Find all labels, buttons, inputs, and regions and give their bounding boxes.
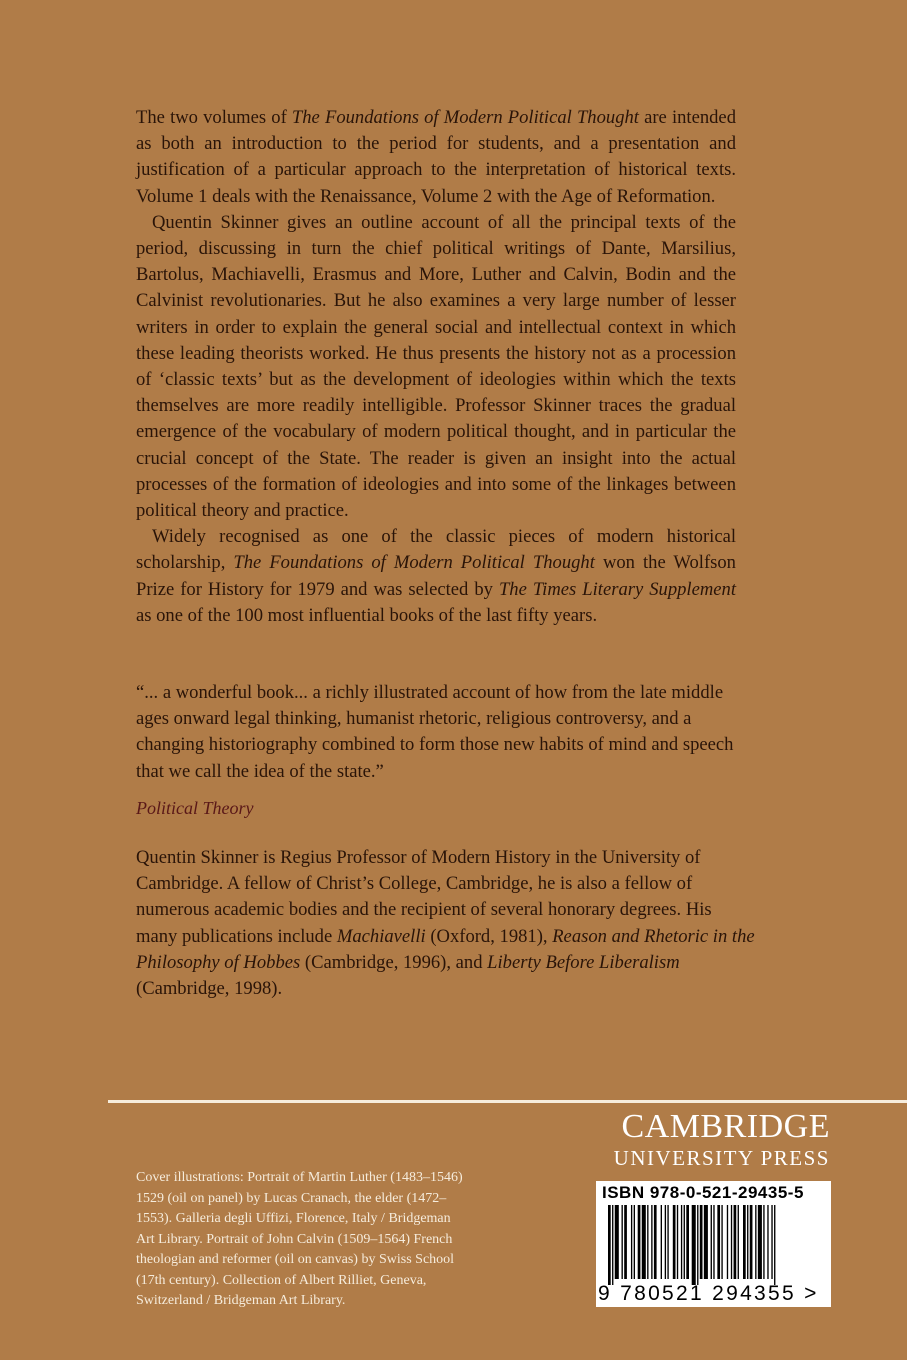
barcode-bar (667, 1205, 668, 1279)
isbn-label: ISBN 978-0-521-29435-5 (602, 1183, 804, 1202)
barcode-bar (684, 1205, 685, 1279)
barcode-bar (750, 1205, 753, 1279)
barcode-bar (692, 1205, 696, 1285)
barcode-bar (755, 1205, 756, 1279)
book-title: Liberty Before Liberalism (487, 951, 680, 973)
barcode-bar (704, 1205, 708, 1279)
publisher-subtitle: UNIVERSITY PRESS (613, 1146, 830, 1170)
barcode-bar (677, 1205, 678, 1279)
barcode-bar (727, 1205, 728, 1279)
barcode-bar (615, 1205, 619, 1279)
barcode-bar (697, 1205, 698, 1285)
divider-rule (108, 1100, 907, 1103)
barcode-bar (612, 1205, 613, 1285)
barcode-bar (681, 1205, 682, 1279)
book-title: The Foundations of Modern Political Thought (233, 552, 595, 574)
barcode-bar (686, 1205, 689, 1279)
review-quote (136, 680, 736, 785)
barcode-bar (647, 1205, 648, 1279)
barcode-bar (738, 1205, 739, 1279)
barcode-bar (771, 1205, 772, 1279)
barcode-bar (774, 1205, 775, 1285)
book-title: Reason and Rhetoric in the Philosophy of Hobbes (136, 925, 755, 973)
description-blurb (136, 105, 736, 629)
book-title: Machiavelli (336, 925, 426, 947)
barcode-bar (661, 1205, 662, 1279)
barcode-bars (608, 1205, 820, 1285)
barcode-bar (665, 1205, 666, 1279)
barcode-bar (731, 1205, 732, 1279)
blurb-paragraph-3: Widely recognised as one of the classic pieces of modern historical scholarship, The Foundations of Modern Political Thought won the Wolfson Prize for History for 1979 and was selected by The Times Literary Supplement as one of the 100 most influential books of the last fifty years. (136, 526, 736, 626)
barcode-bar (642, 1205, 646, 1279)
barcode-bar (717, 1205, 720, 1279)
barcode-bar (734, 1205, 737, 1279)
barcode-bar (700, 1205, 703, 1279)
barcode-bar (624, 1205, 627, 1279)
barcode-bar (758, 1205, 762, 1279)
quote-text: “... a wonderful book... a richly illustrated account of how from the late middle ages onward legal thinking, humanist rhetoric, religious controversy, and a changing historiography combined to form those new habits of mind and speech that we call the idea of the state.” (136, 682, 734, 782)
barcode-bar (622, 1205, 623, 1279)
blurb-paragraph-2: Quentin Skinner gives an outline account of all the principal texts of the period, discussing in turn the chief political writings of Dante, Marsilius, Bartolus, Machiavelli, Erasmus and More, Luther and Calvin, Bodin and the Calvinist revolutionaries. But he also examines a very large number of lesser writers in order to explain the general social and intellectual context in which these leading theorists worked. He thus presents the history not as a procession of ‘classic texts’ but as the development of ideologies within which the texts themselves are more readily intelligible. Professor Skinner traces the gradual emergence of the vocabulary of modern political thought, and in particular the crucial concept of the State. The reader is given an insight into the actual processes of the formation of ideologies and into some of the linkages between political theory and practice. (136, 211, 736, 522)
barcode-bar (713, 1205, 714, 1279)
publisher-logo (580, 1107, 830, 1169)
barcode-bar (634, 1205, 635, 1279)
barcode-bar (651, 1205, 652, 1279)
quote-source: Political Theory (136, 798, 254, 818)
publication-title: The Times Literary Supplement (498, 578, 736, 600)
barcode-bar (608, 1205, 611, 1285)
blurb-paragraph-1: The two volumes of The Foundations of Modern Political Thought are intended as both an introduction to the period for students, and a presentation and justification of a particular approach to the interpretation of historical texts. Volume 1 deals with the Renaissance, Volume 2 with the Age of Reformation. (136, 107, 736, 207)
author-bio: Quentin Skinner is Regius Professor of Modern History in the University of Cambridge. A fellow of Christ’s College, Cambridge, he is also a fellow of numerous academic bodies and the recipient of several honorary degrees. His many publications include Machiavelli (Oxford, 1981), Reason and Rhetoric in the Philosophy of Hobbes (Cambridge, 1996), and Liberty Before Liberalism (Cambridge, 1998). (136, 847, 755, 1000)
barcode-bar (631, 1205, 632, 1279)
barcode-digits: 9 780521 294355 > (598, 1282, 819, 1305)
barcode-bar (767, 1205, 768, 1279)
publisher-name: CAMBRIDGE (621, 1108, 830, 1145)
barcode-bar (763, 1205, 764, 1279)
barcode-bar (711, 1205, 712, 1279)
barcode-bar (673, 1205, 676, 1279)
book-title: The Foundations of Modern Political Thought (291, 107, 639, 128)
barcode-bar (638, 1205, 641, 1279)
barcode-bar (747, 1205, 748, 1279)
isbn-barcode (596, 1181, 831, 1307)
barcode-bar (743, 1205, 746, 1279)
cover-credits: Cover illustrations: Portrait of Martin Luther (1483–1546) 1529 (oil on panel) by Lucas Cranach, the elder (1472–1553). Galleria degli Uffizi, Florence, Italy / Bridgeman Art Library. Portrait of John Calvin (1509–1564) French theologian and reformer (oil on canvas) by Swiss School (17th century). Collection of Albert Rilliet, Geneva, Switzerland / Bridgeman Art Library. (136, 1170, 463, 1308)
barcode-bar (654, 1205, 657, 1279)
barcode-bar (721, 1205, 722, 1279)
